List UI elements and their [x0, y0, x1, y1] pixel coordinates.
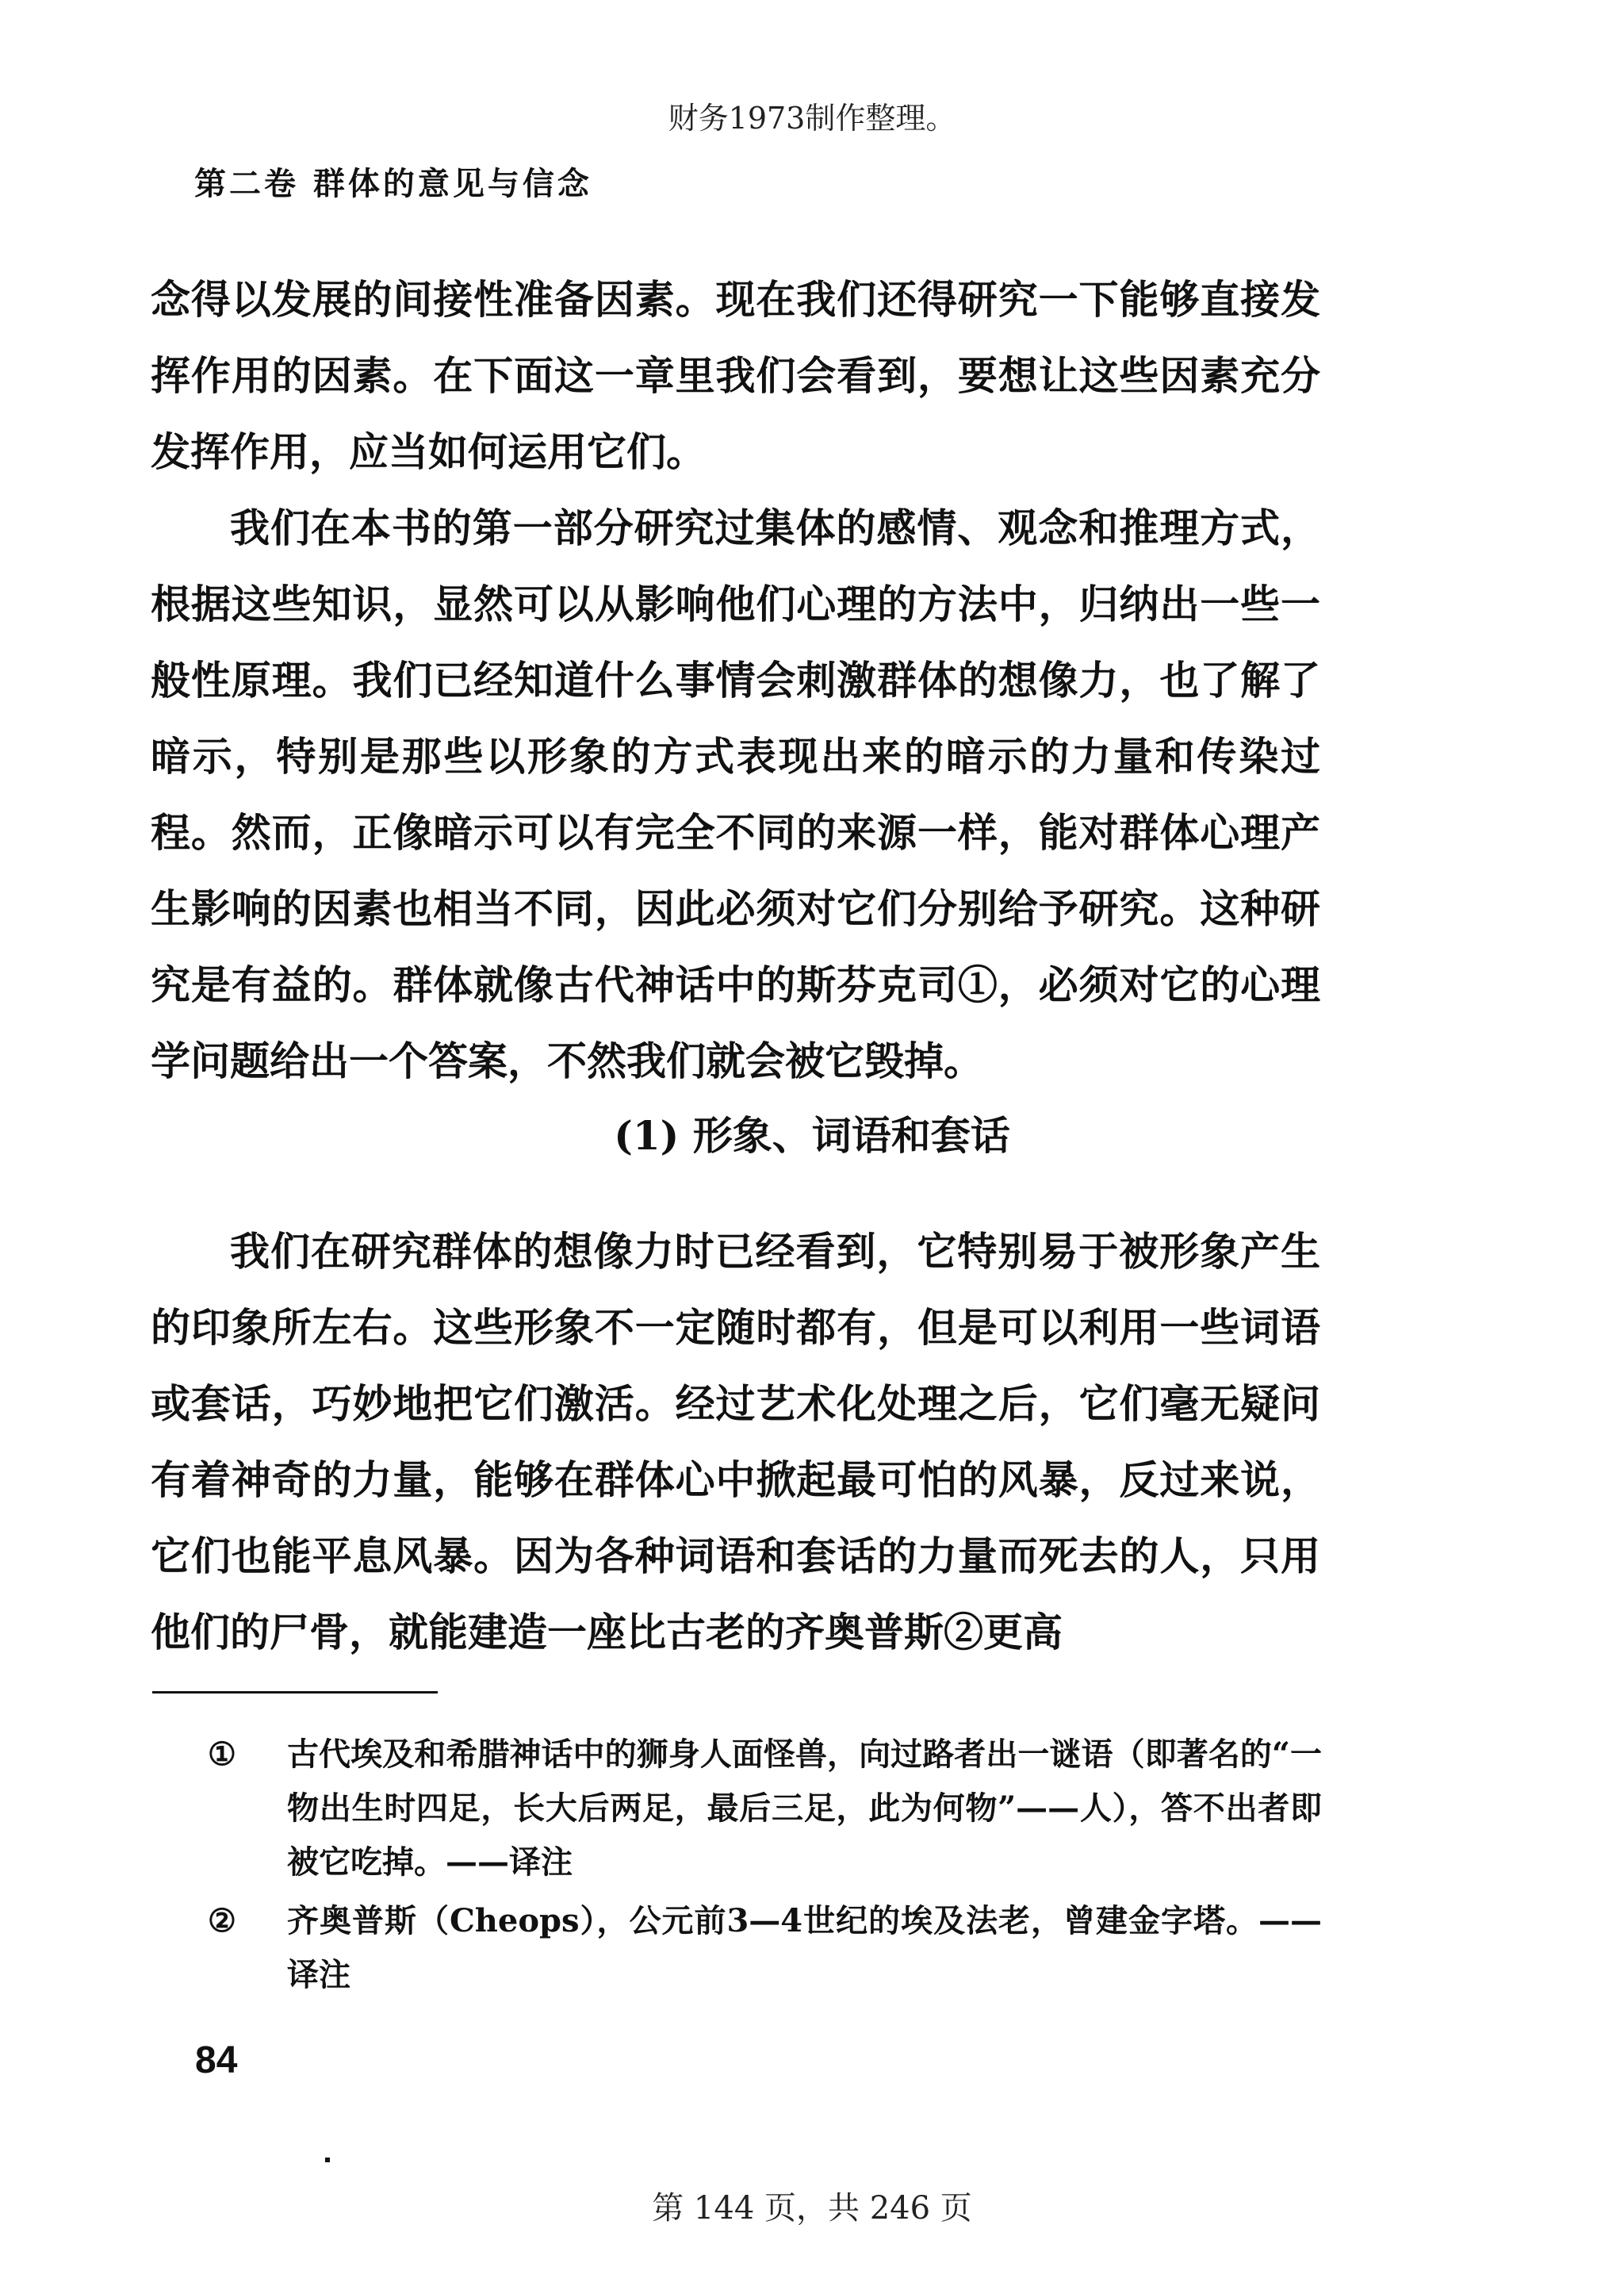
footnote-2-text: 齐奥普斯（Cheops），公元前3—4世纪的埃及法老，曾建金字塔。——译注	[287, 1902, 1322, 1993]
paragraph-3-text: 我们在研究群体的想像力时已经看到，它特别易于被形象产生的印象所左右。这些形象不一定随时都有，但是可以利用一些词语或套话，巧妙地把它们激活。经过艺术化处理之后，它们毫无疑问有着神奇的力量，能够在群体心中掀起最可怕的风暴，反过来说，它们也能平息风暴。因为各种词语和套话的力量而死去的人，只用他们的尸骨，就能建造一座比古老的齐奥普斯②更高	[151, 1228, 1320, 1655]
footnotes	[208, 1728, 1322, 2007]
paragraph-1	[151, 262, 1320, 490]
paragraph-3	[151, 1214, 1320, 1671]
watermark-text: 财务1973制作整理。	[668, 101, 956, 136]
paragraph-2	[151, 490, 1320, 1099]
footnote-2-marker: ②	[208, 1902, 236, 1939]
footnote-1-text: 古代埃及和希腊神话中的狮身人面怪兽，向过路者出一谜语（即著名的“一物出生时四足，长大后两足，最后三足，此为何物”——人），答不出者即被它吃掉。——译注	[287, 1736, 1322, 1881]
scan-dot	[325, 2158, 330, 2162]
footnote-1-marker: ①	[208, 1736, 236, 1773]
section-heading: (1) 形象、词语和套话	[614, 1112, 1010, 1159]
paragraph-2-text: 我们在本书的第一部分研究过集体的感情、观念和推理方式，根据这些知识，显然可以从影响他们心理的方法中，归纳出一些一般性原理。我们已经知道什么事情会刺激群体的想像力，也了解了暗示，特别是那些以形象的方式表现出来的暗示的力量和传染过程。然而，正像暗示可以有完全不同的来源一样，能对群体心理产生影响的因素也相当不同，因此必须对它们分别给予研究。这种研究是有益的。群体就像古代神话中的斯芬克司①，必须对它的心理学问题给出一个答案，不然我们就会被它毁掉。	[151, 504, 1320, 1084]
footnote-2	[208, 1894, 1322, 2002]
paragraph-1-text: 念得以发展的间接性准备因素。现在我们还得研究一下能够直接发挥作用的因素。在下面这一章里我们会看到，要想让这些因素充分发挥作用，应当如何运用它们。	[151, 276, 1320, 475]
footnote-divider	[152, 1691, 438, 1694]
footnote-1	[208, 1728, 1322, 1889]
page-number: 84	[195, 2039, 238, 2081]
pager-text: 第 144 页，共 246 页	[652, 2190, 972, 2227]
running-head: 第二卷 群体的意见与信念	[194, 165, 592, 202]
